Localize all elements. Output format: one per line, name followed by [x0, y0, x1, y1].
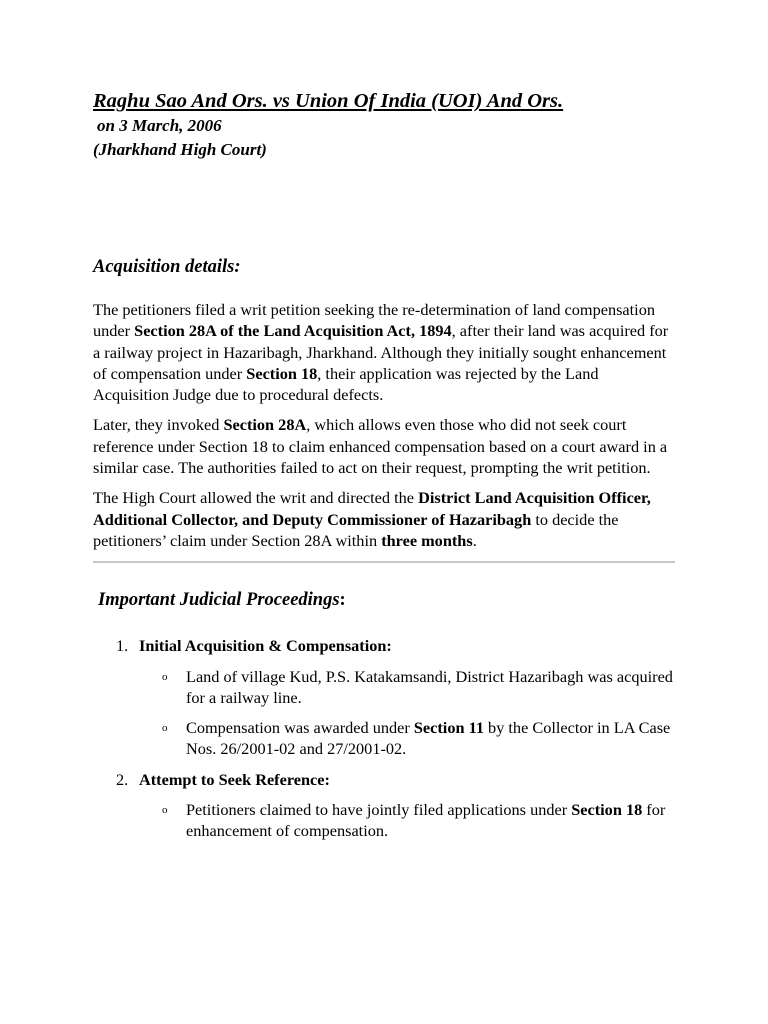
acquisition-heading: Acquisition details: — [93, 257, 241, 277]
circle-bullet-icon: o — [162, 804, 168, 817]
sub-list-item: o Land of village Kud, P.S. Katakamsandi, District Hazaribagh was acquired for a railway line. — [162, 666, 673, 707]
case-court: (Jharkhand High Court) — [93, 140, 267, 159]
horizontal-divider — [93, 561, 675, 563]
proceedings-heading: Important Judicial Proceedings: — [98, 590, 346, 611]
list-number: 2. — [116, 769, 129, 789]
list-item — [93, 769, 675, 842]
sub-list-item: o Petitioners claimed to have jointly filed applications under Section 18 for enhancement of compensation. — [162, 800, 666, 841]
step-title: Initial Acquisition & Compensation: — [139, 636, 392, 656]
acquisition-paragraph-3: The High Court allowed the writ and directed the District Land Acquisition Officer, Additional Collector, and Deputy Commissioner of Hazaribagh to decide the petitioners’ claim under Section 28A within three months. — [93, 488, 651, 550]
circle-bullet-icon: o — [162, 670, 168, 683]
circle-bullet-icon: o — [162, 722, 168, 735]
acquisition-paragraph-1: The petitioners filed a writ petition seeking the re-determination of land compensation under Section 28A of the Land Acquisition Act, 1894, after their land was acquired for a railway project in Hazaribagh, Jharkhand. Although they initially sought enhancement of compensation under Section 18, their application was rejected by the Land Acquisition Judge due to procedural defects. — [93, 300, 669, 405]
proceedings-list — [93, 635, 675, 841]
sub-list — [139, 666, 675, 760]
list-number: 1. — [116, 636, 129, 656]
case-title: Raghu Sao And Ors. vs Union Of India (UOI) And Ors. — [93, 90, 564, 112]
step-title: Attempt to Seek Reference: — [139, 769, 330, 789]
acquisition-paragraph-2: Later, they invoked Section 28A, which allows even those who did not seek court reference under Section 18 to claim enhanced compensation based on a court award in a similar case. The authorities failed to act on their request, prompting the writ petition. — [93, 415, 668, 478]
document-page — [93, 88, 675, 842]
list-item — [93, 635, 675, 759]
sub-list — [139, 799, 675, 842]
case-date: on 3 March, 2006 — [97, 116, 222, 135]
sub-list-item: o Compensation was awarded under Section 11 by the Collector in LA Case Nos. 26/2001-02 and 27/2001-02. — [162, 718, 671, 759]
